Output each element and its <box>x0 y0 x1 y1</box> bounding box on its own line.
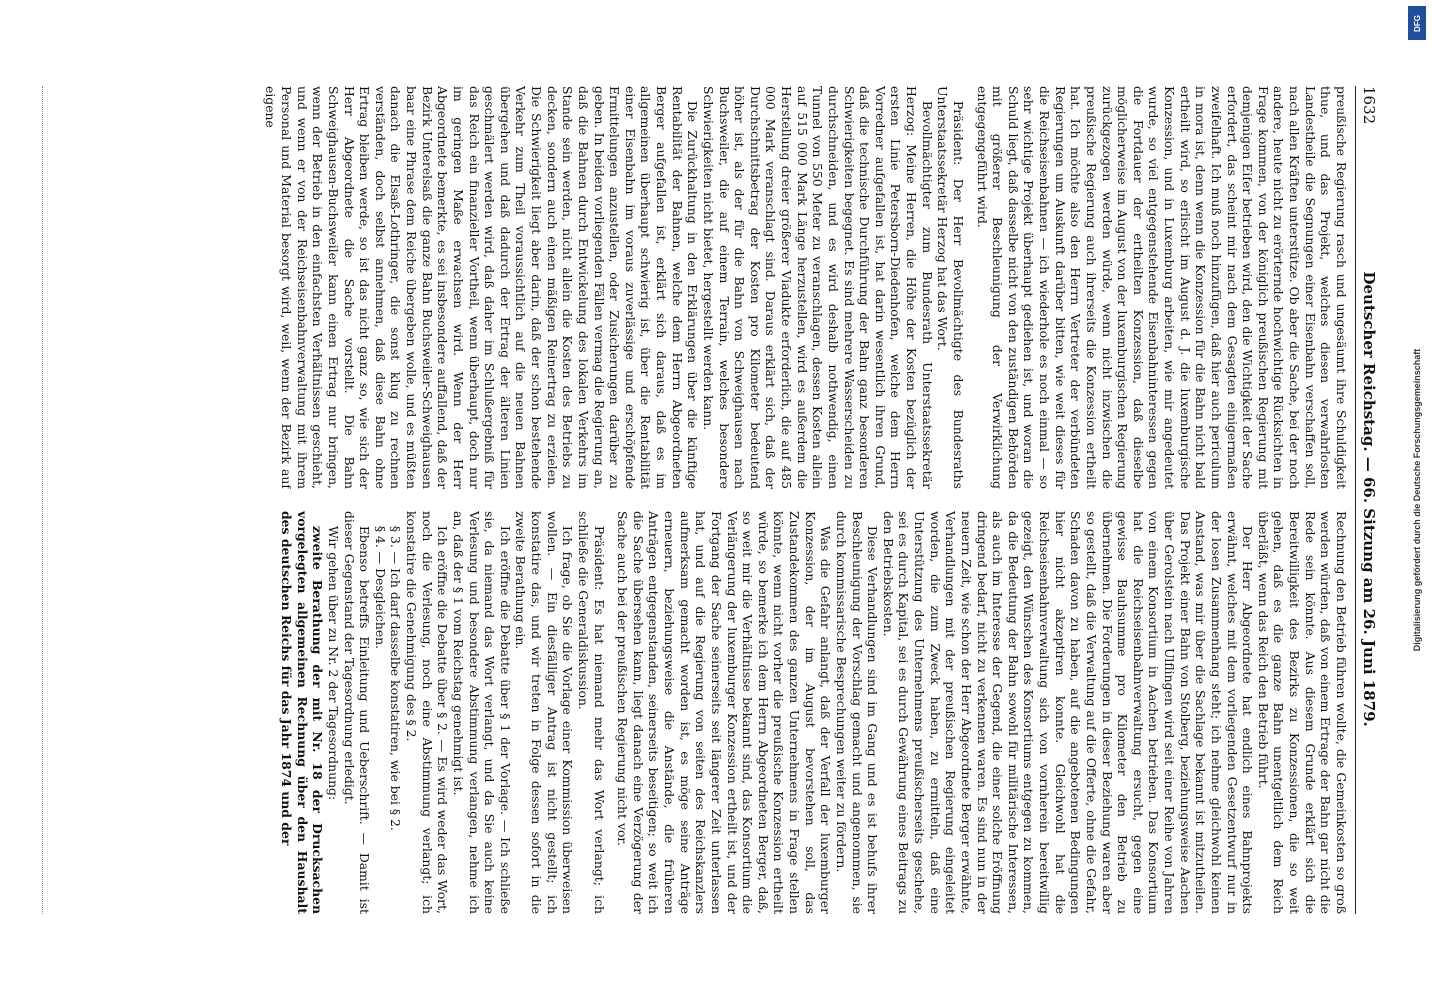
page-header <box>1355 86 1378 914</box>
digitization-sidebar <box>1404 0 1430 1000</box>
footer-rule <box>42 86 44 914</box>
paragraph: Wir gehen über zu Nr. 2 der Tagesordnung: <box>326 525 341 801</box>
paragraph: Rechnung den Betrieb führen wollte, die Gemeinkosten so groß werden würden, daß von einem Ertrage der Bahn gar nicht die Rede sein könnte. Aus diesem Grunde erklärt sich die Bereitwilligkeit des Bezirks zu Konzessionen, die so weit gehen, daß es die ganze Bahn unentgeltlich dem Reich überläßt, wenn das Reich den Betrieb führt. <box>1255 511 1349 914</box>
paragraph: § 4. — Desgleichen. <box>372 525 388 650</box>
paragraph: preußische Regierung rasch und ungesäumt ihre Schuldigkeit thue, und das Projekt, welches diesen verwahrlosten Landestheile die Segnungen einer Eisenbahn verschaffen soll, nach allen Kräften unterstütze. Ob aber die Sache, bei der noch andere, heute nicht zu erörternde hochwichtige Rücksichten in Frage kommen, von der königlich preußischen Regierung mit demjenigen Eifer betrieben wird, den die Wichtigkeit der Sache erfordert, das scheint mir nach dem Gesagten einigermaßen zweifelhaft. Ich muß noch hinzufügen, daß hier auch periculum in mora ist, denn wenn die Konzession für die Bahn nicht bald ertheilt wird, so erlischt im August d. J. die luxemburgische Konzession, und in Luxemburg arbeiten, wie mir angedeutet wurde, so viel entgegenstehende Eisenbahninteressen gegen die Fortdauer der ertheilten Konzession, daß dieselbe möglicherweise im August von der luxemburgischen Regierung zurückgezogen werden würde, wenn nicht inzwischen die preußische Regierung auch ihrerseits die Konzession ertheilt hat. Ich möchte also den Herrn Vertreter der verbündeten Regierungen um Auskunft darüber bitten, wie weit dieses für die Reichseisenbahnen — ich wiederhole es noch einmal — so sehr wichtige Projekt überhaupt gediehen ist, und woran die Schuld liegt, daß dasselbe nicht von den zuständigen Behörden mit größerer Beschleunigung der Verwirklichung entgegengeführt wird. <box>974 86 1349 489</box>
left-column <box>89 86 1349 489</box>
paragraph: § 3. — Ich darf dasselbe konstatiren, wie bei § 2. <box>388 525 404 831</box>
right-column <box>89 511 1349 914</box>
dfg-logo: DFG <box>1408 6 1426 40</box>
text-columns <box>89 86 1349 914</box>
paragraph: Ebenso betreffs Einleitung und Ueberschrift. — Damit ist dieser Gegenstand der Tagesordnung erledigt. <box>341 511 373 914</box>
digitization-note: Digitalisierung gefördert durch die Deutsche Forschungsgemeinschaft <box>1412 348 1422 652</box>
paragraph: Präsident: Der Herr Bevollmächtigte des Bundesraths Unterstaatssekretär Herzog hat das Wort. <box>935 86 966 489</box>
paragraph: Bevollmächtigter zum Bundesrath Unterstaatssekretär Herzog: Meine Herren, die Höhe der Kosten bezüglich der ersten Linie Petersborn-Diedenhofen, welche dem Herrn Vorredner aufgefallen ist, hat darin wesentlich ihren Grund, daß die technische Durchführung der Bahn ganz besonderen Schwierigkeiten begegnet. Es sind mehrere Wasserscheiden zu durchschneiden, und es wird deshalb nothwendig, einen Tunnel von 550 Meter zu veranschlagen, dessen Kosten allein auf 515 000 Mark Länge herzustellen, wird es außerdem die Herstellung dreier größerer Viadukte erforderlich, die auf 485 000 Mark veranschlagt sind. Daraus erklärt sich, daß der Durchschnittsbetrag der Kosten pro Kilometer bedeutend höher ist, als der für die Bahn von Schweighausen nach Buchsweiler, die auf einem Terrain, welches besondere Schwierigkeiten nicht bietet, hergestellt werden kann. <box>701 86 935 489</box>
paragraph: Ich eröffne die Debatte über § 2. — Es wird weder das Wort, noch die Verlesung, noch eine Abstimmung verlangt; ich konstatire die Genehmigung des § 2. <box>404 511 451 914</box>
paragraph: Was die Gefahr anlangt, daß der Verfall der luxemburger Konzession, der im August bevorstehen soll, das Zustandekommen des ganzen Unternehmens in Frage stellen könnte, wenn nicht vorher die preußische Konzession ertheilt würde, so bemerke ich dem Herrn Abgeordneten Berger, daß, so weit mir die Verhältnisse bekannt sind, das Konsortium die Verlängerung der luxemburger Konzession ertheilt ist, und der Fortgang der Sache seinerseits seit längerer Zeit unterlassen hat, und auf die Regierung von seiten des Reichskanzlers aufmerksam gemacht worden ist, es möge seine Anträge erneuern, beziehungsweise die Anstände, die früheren Anträgen entgegenstanden, seinerseits beseitigen; so weit ich die Sache übersehen kann, liegt danach eine Verzögerung der Sache auch bei der preußischen Regierung nicht vor. <box>615 511 834 914</box>
paragraph: Diese Verhandlungen sind im Gang und es ist behufs ihrer Beschleunigung der Vorschlag gemacht und angenommen, sie durch kommissarische Besprechungen weiter zu fördern. <box>834 511 881 914</box>
page-number: 1632 <box>1360 86 1378 125</box>
paragraph: Ich frage, ob Sie die Vorlage einer Kommission überweisen wollen. — Ein diesfälliger Antrag ist nicht gestellt; ich konstatire das, und wir treten in Folge dessen sofort in die zweite Berathung ein. <box>513 511 576 914</box>
paragraph: Der Herr Abgeordnete hat endlich eines Bahnprojekts erwähnt, welches mit dem vorliegenden Gesetzentwurf nur in der losen Zusammenhang steht; ich nehme gleichwohl keinen Anstand, was mir über die Sachlage bekannt ist mitzutheilen. Das Projekt einer Bahn von Stolberg, beziehungsweise Aachen über Gerolstein nach Ulflingen wird seit einer Reihe von Jahren von einem Konsortium in Aachen betrieben. Das Konsortium hat die Reichseisenbahnverwaltung ersucht, gegen eine gewisse Bauhsumme pro Kilometer den Betrieb zu übernehmen. Die Forderungen in dieser Beziehung waren aber so gestellt, daß die Verwaltung auf die Offerte, ohne die Gefahr, Schaden davon zu haben, auf die angebotenen Bedingungen hier nicht akzeptiren konnte. Gleichwohl hat die Reichseisenbahnverwaltung sich von vornherein bereitwillig gezeigt, den Wünschen des Konsortiums entgegen zu kommen, da die Bedeutung der Bahn sowohl für militärische Interessen, als auch im Interesse der Gegend, die einer solche Eröffnung dringend bedarf, nicht zu verkennen waren. Es sind nun in der neuern Zeit, wie schon der Herr Abgeordnete Berger erwähnte, Verhandlungen mit der preußischen Regierung eingeleitet worden, die zum Zweck haben, zu ermitteln, daß eine Unterstützung des Unternehmens preußischerseits geschehe, sei es durch Kapital, sei es durch Gewährung eines Beitrags zu den Betriebskosten. <box>880 511 1256 914</box>
page-title: Deutscher Reichstag. — 66. Sitzung am 26. Juni 1879. <box>1360 271 1378 727</box>
scanned-page <box>36 60 1396 940</box>
paragraph: Präsident: Es hat niemand mehr das Wort verlangt; ich schließe die Generaldiskussion. <box>576 511 607 914</box>
paragraph: zweite Berathung der mit Nr. 18 der Drucksachen vorgelegten allgemeinen Rechnung über den Haushalt des deutschen Reichs für das Jahr 1874 und der <box>279 511 326 914</box>
paragraph: Die Zurückhaltung in den Erklärungen über die künftige Rentabilität der Bahnen, welche dem Herrn Abgeordneten Berger aufgefallen ist, erklärt sich daraus, daß es im allgemeinen überhaupt schwierig ist, über die Rentabilität einer Eisenbahn im voraus zuverlässige und erschöpfende Ermittelungen anzustellen, oder Zusicherungen darüber zu geben. In beiden vorliegenden Fällen vermag die Regierung an, daß die Bahnen durch Entwickelung des lokalen Verkehrs im Stande sein werden, nicht allein die Kosten des Betriebs zu decken, sondern auch einen mäßigen Reinertrag zu erzielen. Die Schwierigkeit liegt aber darin, daß der schon bestehende Verkehr zum Theil voraussichtlich auf die neuen Bahnen übergehen und daß dadurch der Ertrag der älteren Linien geschmälert werden wird, daß daher im Schlußergebniß für das Reich ein finanzieller Vortheil, wenn überhaupt, doch nur im geringen Maße erwachsen wird. Wenn der Herr Abgeordnete bemerkte, es sei insbesondere auffallend, daß der Bezirk Unterelsaß die ganze Bahn Buchsweiler-Schweighausen baar eine Phrase dem Reiche übergeben wolle, und es müßten danach die Elsaß-Lothringer, die sonst klug zu rechnen verständen, doch selbst annehmen, daß diese Bahn ohne Ertrag bleiben werde, so ist das nicht ganz so, wie sich der Herr Abgeordnete die Sache vorstellt. Die Bahn Schweighausen-Buchsweiler kann einen Ertrag nur bringen, wenn der Betrieb in den einfachsten Verhältnissen geschieht, und wenn er von der Reichseisenbahnverwaltung mit ihrem Personal und Material besorgt wird, weil, wenn der Bezirk auf eigene <box>263 86 701 489</box>
paragraph: Ich eröffne die Debatte über § 1 der Vorlage. — Ich schließe sie, da niemand das Wort verlangt, und da Sie auch keine Verlesung und besondere Abstimmung verlangen, nehme ich an, daß der § 1 vom Reichstag genehmigt ist. <box>451 511 513 914</box>
